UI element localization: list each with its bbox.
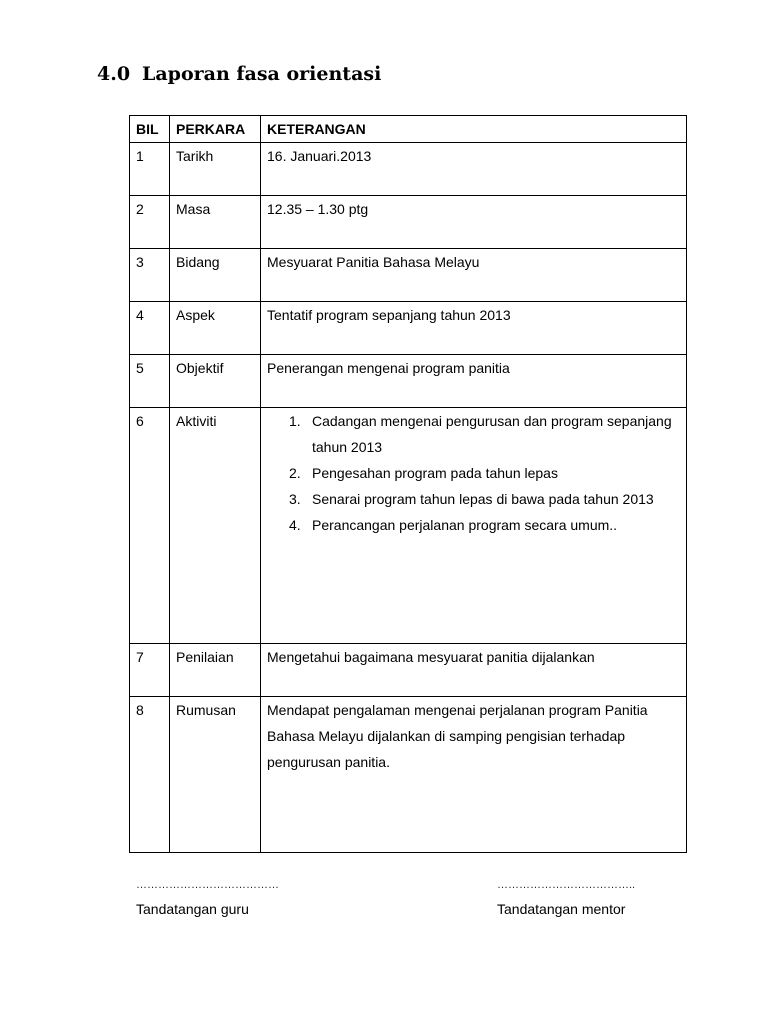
cell-perkara: Aspek: [170, 302, 261, 355]
list-item-text: Pengesahan program pada tahun lepas: [312, 465, 558, 481]
cell-keterangan: Mengetahui bagaimana mesyuarat panitia dijalankan: [261, 644, 687, 697]
list-item: [289, 512, 680, 538]
table-row: [130, 644, 687, 697]
signature-label: Tandatangan mentor: [497, 901, 626, 917]
cell-keterangan: Mesyuarat Panitia Bahasa Melayu: [261, 249, 687, 302]
cell-perkara: Rumusan: [170, 697, 261, 853]
signature-mentor: [497, 877, 635, 919]
list-item-text: Cadangan mengenai pengurusan dan program sepanjang tahun 2013: [312, 413, 672, 455]
cell-bil: 7: [130, 644, 170, 697]
header-bil: BIL: [130, 116, 170, 143]
list-item: [289, 408, 680, 460]
cell-bil: 8: [130, 697, 170, 853]
list-item: [289, 460, 680, 486]
table-row: [130, 302, 687, 355]
cell-keterangan: Penerangan mengenai program panitia: [261, 355, 687, 408]
signature-line: …………………………………: [136, 879, 279, 891]
table-header-row: [130, 116, 687, 143]
list-item-number: 3.: [289, 491, 301, 507]
list-item-number: 1.: [289, 413, 301, 429]
cell-bil: 6: [130, 408, 170, 644]
section-title: Laporan fasa orientasi: [142, 63, 382, 85]
cell-bil: 4: [130, 302, 170, 355]
cell-perkara: Bidang: [170, 249, 261, 302]
header-keterangan: KETERANGAN: [261, 116, 687, 143]
list-item-number: 2.: [289, 465, 301, 481]
list-item-text: Perancangan perjalanan program secara umum..: [312, 517, 618, 533]
table-row: [130, 249, 687, 302]
cell-bil: 1: [130, 143, 170, 196]
section-number: 4.0: [97, 63, 131, 85]
cell-perkara: Masa: [170, 196, 261, 249]
list-item-text: Senarai program tahun lepas di bawa pada tahun 2013: [312, 491, 654, 507]
cell-keterangan: 16. Januari.2013: [261, 143, 687, 196]
table-row: [130, 196, 687, 249]
cell-bil: 5: [130, 355, 170, 408]
cell-perkara: Objektif: [170, 355, 261, 408]
table-row: [130, 697, 687, 853]
cell-keterangan: Tentatif program sepanjang tahun 2013: [261, 302, 687, 355]
cell-keterangan: 12.35 – 1.30 ptg: [261, 196, 687, 249]
signature-label: Tandatangan guru: [136, 901, 249, 917]
section-heading: [97, 61, 381, 87]
cell-perkara: Aktiviti: [170, 408, 261, 644]
table-row: [130, 408, 687, 644]
cell-perkara: Penilaian: [170, 644, 261, 697]
signature-guru: [136, 877, 279, 919]
cell-bil: 3: [130, 249, 170, 302]
header-perkara: PERKARA: [170, 116, 261, 143]
list-item: [289, 486, 680, 512]
list-item-number: 4.: [289, 517, 301, 533]
table-row: [130, 355, 687, 408]
activity-list: [267, 408, 680, 538]
report-table: [129, 115, 687, 853]
table-row: [130, 143, 687, 196]
cell-keterangan: Mendapat pengalaman mengenai perjalanan program Panitia Bahasa Melayu dijalankan di samping pengisian terhadap pengurusan panitia.: [261, 697, 687, 853]
signature-line: ………………………………..: [497, 879, 636, 891]
cell-bil: 2: [130, 196, 170, 249]
cell-perkara: Tarikh: [170, 143, 261, 196]
cell-keterangan-list: [261, 408, 687, 644]
